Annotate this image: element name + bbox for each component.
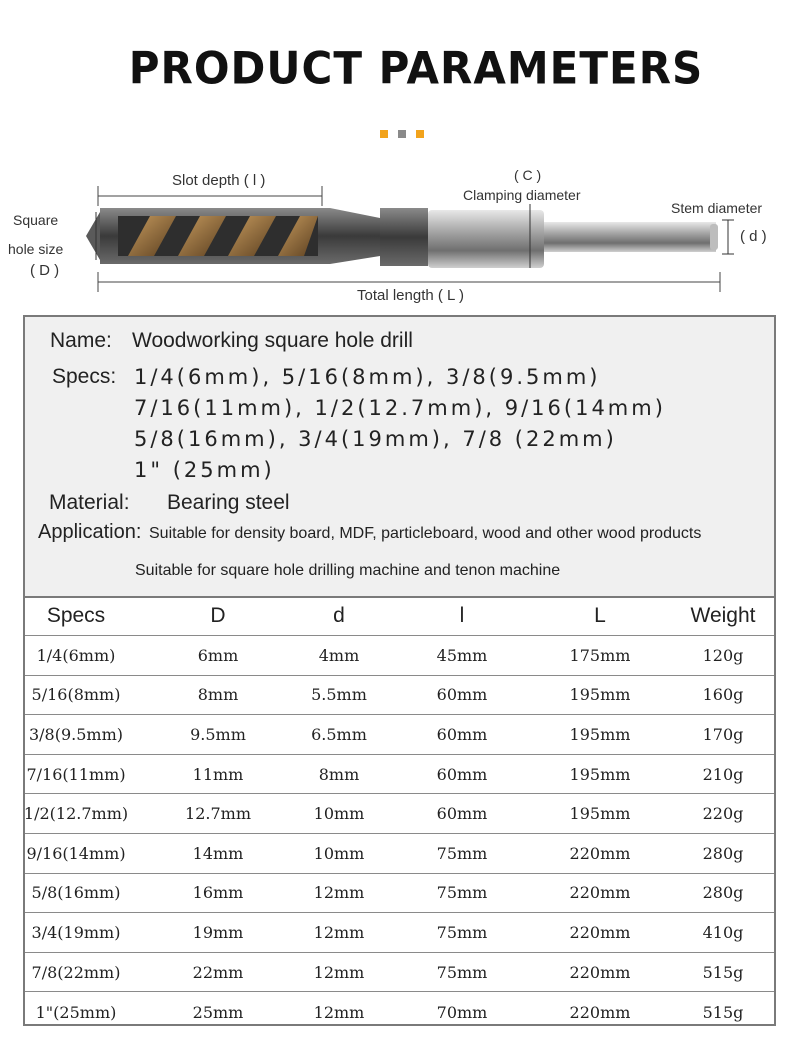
table-cell: 9/16(14mm)	[26, 843, 126, 863]
table-cell: 9.5mm	[190, 724, 246, 744]
table-cell: 10mm	[313, 804, 365, 824]
stem-d-label: ( d )	[740, 228, 767, 245]
name-label: Name:	[50, 329, 112, 352]
table-row	[25, 676, 774, 716]
column-header: L	[594, 603, 606, 627]
clamping-c-label: ( C )	[514, 167, 542, 183]
table-cell: 60mm	[436, 764, 488, 784]
table-cell: 16mm	[192, 883, 244, 903]
accent-dot	[380, 130, 388, 138]
column-header: Specs	[46, 603, 106, 627]
table-row	[25, 834, 774, 874]
table-cell: 5/8(16mm)	[31, 883, 121, 903]
table-cell: 120g	[702, 645, 744, 665]
table-cell: 3/4(19mm)	[31, 922, 121, 942]
table-cell: 22mm	[192, 962, 244, 982]
table-cell: 60mm	[436, 804, 488, 824]
table-cell: 515g	[702, 962, 744, 982]
column-header: Weight	[690, 603, 756, 627]
table-cell: 220g	[702, 804, 744, 824]
table-cell: 160g	[702, 685, 744, 705]
table-cell: 220mm	[569, 843, 631, 863]
material-value: Bearing steel	[167, 491, 290, 514]
specs-line: 7/16(11mm), 1/2(12.7mm), 9/16(14mm)	[134, 396, 666, 420]
table-cell: 1/4(6mm)	[36, 645, 116, 665]
table-cell: 45mm	[436, 645, 488, 665]
table-row	[25, 913, 774, 953]
table-cell: 210g	[702, 764, 744, 784]
table-cell: 14mm	[192, 843, 244, 863]
table-cell: 25mm	[192, 1002, 244, 1022]
hole-size-label: hole size	[8, 241, 64, 257]
table-cell: 195mm	[569, 685, 631, 705]
table-cell: 12.7mm	[185, 804, 251, 824]
parameters-panel	[23, 315, 776, 1026]
table-cell: 220mm	[569, 922, 631, 942]
specs-line: 5/8(16mm), 3/4(19mm), 7/8 (22mm)	[134, 427, 617, 451]
table-cell: 12mm	[313, 883, 365, 903]
column-header: l	[459, 603, 465, 627]
stem-diameter-label: Stem diameter	[671, 200, 763, 216]
product-info	[25, 317, 774, 598]
table-cell: 7/16(11mm)	[26, 764, 126, 784]
table-cell: 10mm	[313, 843, 365, 863]
table-cell: 7/8(22mm)	[31, 962, 121, 982]
table-row	[25, 794, 774, 834]
accent-dot	[398, 130, 406, 138]
table-row	[25, 953, 774, 993]
specs-line: 1" (25mm)	[134, 458, 275, 482]
table-cell: 3/8(9.5mm)	[28, 724, 124, 744]
accent-dot	[416, 130, 424, 138]
table-cell: 195mm	[569, 804, 631, 824]
specs-label: Specs:	[52, 365, 117, 388]
table-cell: 280g	[702, 883, 744, 903]
table-cell: 75mm	[436, 922, 488, 942]
clamping-diameter-label: Clamping diameter	[463, 187, 581, 203]
total-length-label: Total length ( L )	[357, 287, 464, 304]
table-cell: 170g	[702, 724, 744, 744]
table-row	[25, 874, 774, 914]
page-title: PRODUCT PARAMETERS	[128, 42, 704, 95]
drill-diagram	[0, 160, 800, 310]
table-cell: 75mm	[436, 843, 488, 863]
table-cell: 4mm	[318, 645, 360, 665]
table-cell: 11mm	[192, 764, 244, 784]
table-row	[25, 636, 774, 676]
table-cell: 75mm	[436, 962, 488, 982]
table-cell: 175mm	[569, 645, 631, 665]
name-value: Woodworking square hole drill	[132, 329, 413, 352]
table-cell: 1/2(12.7mm)	[23, 804, 129, 824]
table-cell: 12mm	[313, 962, 365, 982]
table-cell: 8mm	[197, 685, 239, 705]
table-cell: 5.5mm	[311, 685, 367, 705]
table-cell: 220mm	[569, 883, 631, 903]
table-cell: 195mm	[569, 724, 631, 744]
table-cell: 60mm	[436, 685, 488, 705]
table-cell: 220mm	[569, 962, 631, 982]
table-cell: 6mm	[197, 645, 239, 665]
table-cell: 195mm	[569, 764, 631, 784]
slot-depth-label: Slot depth ( l )	[172, 172, 266, 189]
table-cell: 280g	[702, 843, 744, 863]
table-cell: 19mm	[192, 922, 244, 942]
hole-d-label: ( D )	[30, 262, 60, 279]
table-cell: 515g	[702, 1002, 744, 1022]
table-cell: 410g	[702, 922, 744, 942]
table-cell: 60mm	[436, 724, 488, 744]
application-value-2: Suitable for square hole drilling machine and tenon machine	[135, 562, 561, 579]
table-cell: 75mm	[436, 883, 488, 903]
table-cell: 6.5mm	[311, 724, 367, 744]
table-cell: 220mm	[569, 1002, 631, 1022]
table-cell: 5/16(8mm)	[31, 685, 121, 705]
square-label: Square	[13, 212, 59, 228]
application-label: Application:	[38, 521, 142, 543]
table-row	[25, 992, 774, 1032]
application-value: Suitable for density board, MDF, particleboard, wood and other wood products	[149, 525, 702, 542]
table-cell: 70mm	[436, 1002, 488, 1022]
material-label: Material:	[49, 491, 130, 514]
specs-line: 1/4(6mm), 5/16(8mm), 3/8(9.5mm)	[134, 365, 601, 389]
table-header	[25, 596, 774, 636]
table-row	[25, 715, 774, 755]
table-cell: 1"(25mm)	[35, 1002, 117, 1022]
table-cell: 8mm	[318, 764, 360, 784]
column-header: d	[333, 603, 345, 627]
table-cell: 12mm	[313, 922, 365, 942]
column-header: D	[210, 603, 226, 627]
table-cell: 12mm	[313, 1002, 365, 1022]
table-row	[25, 755, 774, 795]
